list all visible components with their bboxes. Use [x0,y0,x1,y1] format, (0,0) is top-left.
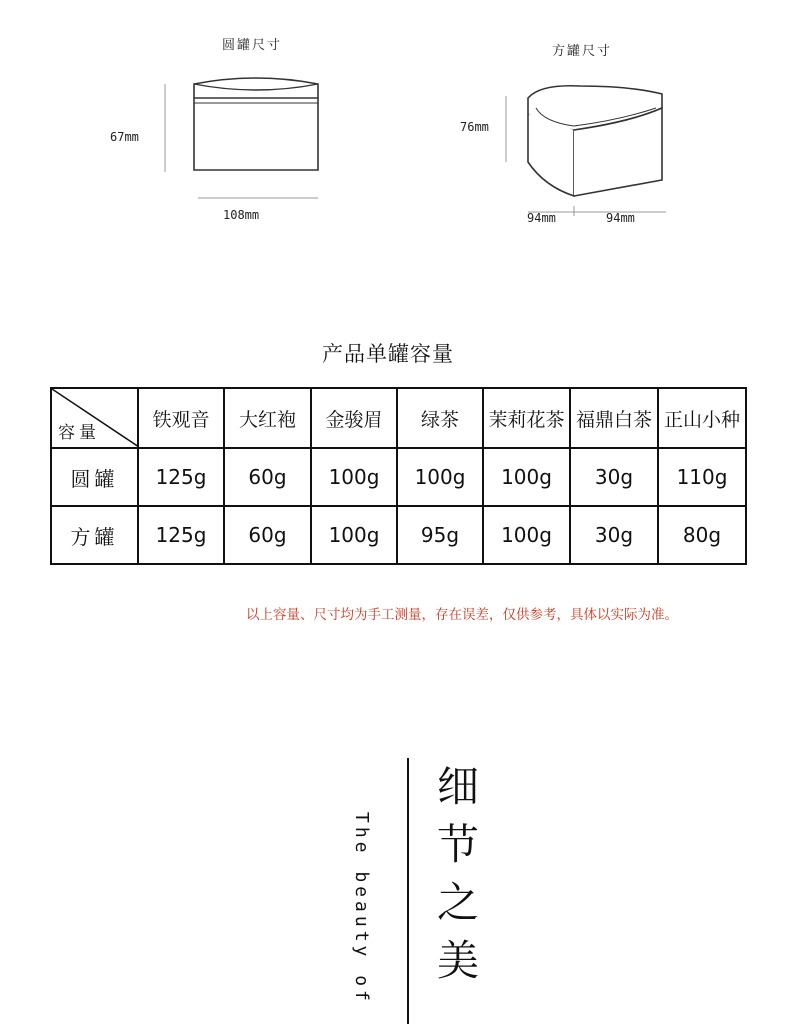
capacity-cell: 80g [658,506,746,564]
square-can-illustration [500,78,680,218]
corner-label: 容量 [58,423,100,443]
capacity-cell: 125g [138,448,224,506]
capacity-cell: 110g [658,448,746,506]
capacity-cell: 95g [397,506,483,564]
variety-header: 大红袍 [224,388,311,448]
capacity-cell: 60g [224,448,311,506]
table-row [51,506,746,564]
capacity-cell: 125g [138,506,224,564]
detail-title-char: 细 [436,762,479,811]
variety-header: 茉莉花茶 [483,388,570,448]
square-can-width-label-2: 94mm [606,211,635,225]
round-can-width-label: 108mm [223,208,260,222]
square-can-height-label: 76mm [460,120,489,134]
square-can-width-label-1: 94mm [527,211,556,225]
capacity-title: 产品单罐容量 [322,342,454,366]
variety-header: 正山小种 [658,388,746,448]
capacity-cell: 100g [483,506,570,564]
detail-title-cn [428,758,488,990]
capacity-cell: 30g [570,506,658,564]
detail-title-char: 美 [436,936,479,985]
row-header: 方罐 [51,506,138,564]
variety-header: 绿茶 [397,388,483,448]
capacity-cell: 100g [311,448,397,506]
capacity-cell: 100g [311,506,397,564]
detail-title-char: 节 [436,820,479,869]
variety-header: 铁观音 [138,388,224,448]
row-header: 圆罐 [51,448,138,506]
detail-title-char: 之 [436,878,479,927]
variety-header: 福鼎白茶 [570,388,658,448]
divider-line [407,758,409,1024]
capacity-table [50,387,747,565]
variety-header: 金骏眉 [311,388,397,448]
corner-cell [51,388,138,448]
table-row [51,448,746,506]
disclaimer-note: 以上容量、尺寸均为手工测量，存在误差，仅供参考，具体以实际为准。 [246,607,678,623]
detail-title-en: The beauty of [351,812,372,1005]
capacity-cell: 100g [397,448,483,506]
round-can-height-label: 67mm [110,130,139,144]
capacity-header-row [51,388,746,448]
round-can-title: 圆罐尺寸 [222,38,283,53]
capacity-cell: 60g [224,506,311,564]
capacity-cell: 30g [570,448,658,506]
round-can-illustration [160,72,340,212]
square-can-title: 方罐尺寸 [552,44,613,59]
capacity-cell: 100g [483,448,570,506]
